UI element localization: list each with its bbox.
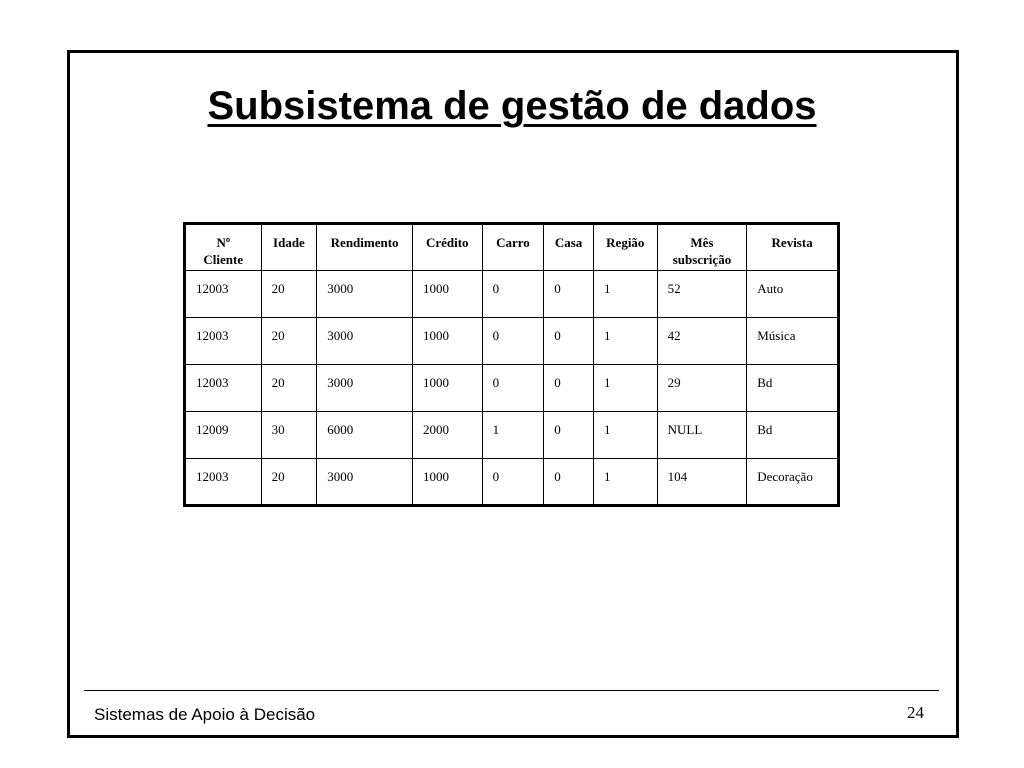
table-cell: 29 bbox=[657, 365, 747, 412]
table-cell: Música bbox=[747, 318, 839, 365]
table-cell: 30 bbox=[261, 412, 317, 459]
header-text: subscrição bbox=[672, 252, 732, 267]
table-row bbox=[185, 459, 839, 506]
table-cell: 12003 bbox=[185, 271, 262, 318]
table-cell: NULL bbox=[657, 412, 747, 459]
table-cell: Bd bbox=[747, 412, 839, 459]
table-cell: 52 bbox=[657, 271, 747, 318]
table-cell: 2000 bbox=[412, 412, 482, 459]
table-row bbox=[185, 412, 839, 459]
table-cell: 1000 bbox=[412, 318, 482, 365]
header-cell-rendimento bbox=[317, 224, 413, 271]
header-cell-mes-subscricao bbox=[657, 224, 747, 271]
table-cell: 1 bbox=[593, 365, 657, 412]
table-cell: 12009 bbox=[185, 412, 262, 459]
header-cell-regiao bbox=[593, 224, 657, 271]
table-cell: 0 bbox=[482, 271, 544, 318]
table-cell: Decoração bbox=[747, 459, 839, 506]
table-cell: 1 bbox=[593, 318, 657, 365]
table-header-row bbox=[185, 224, 839, 271]
header-text: Carro bbox=[496, 235, 530, 250]
header-cell-idade bbox=[261, 224, 317, 271]
table-cell: 20 bbox=[261, 365, 317, 412]
table-cell: 42 bbox=[657, 318, 747, 365]
header-cell-credito bbox=[412, 224, 482, 271]
table-cell: 1000 bbox=[412, 459, 482, 506]
table-row bbox=[185, 271, 839, 318]
slide-title bbox=[0, 82, 1024, 130]
table-cell: 6000 bbox=[317, 412, 413, 459]
table-cell: 3000 bbox=[317, 459, 413, 506]
table-cell: 1000 bbox=[412, 271, 482, 318]
table-cell: 0 bbox=[482, 365, 544, 412]
header-text: Região bbox=[606, 235, 645, 250]
table-cell: 20 bbox=[261, 271, 317, 318]
table-cell: 3000 bbox=[317, 271, 413, 318]
header-cell-revista bbox=[747, 224, 839, 271]
table-cell: Bd bbox=[747, 365, 839, 412]
table-cell: 0 bbox=[544, 365, 594, 412]
page-number: 24 bbox=[907, 703, 924, 722]
table-cell: 0 bbox=[544, 412, 594, 459]
table-cell: 1 bbox=[593, 412, 657, 459]
table-cell: 0 bbox=[544, 318, 594, 365]
table-cell: 0 bbox=[544, 271, 594, 318]
header-text: Mês bbox=[690, 235, 714, 250]
table-cell: 20 bbox=[261, 318, 317, 365]
table-cell: 1000 bbox=[412, 365, 482, 412]
table-row bbox=[185, 365, 839, 412]
header-text: Crédito bbox=[425, 235, 469, 250]
table-cell: 0 bbox=[482, 318, 544, 365]
table-cell: 12003 bbox=[185, 365, 262, 412]
table-cell: 0 bbox=[544, 459, 594, 506]
header-text: Rendimento bbox=[330, 235, 399, 250]
table-cell: 12003 bbox=[185, 318, 262, 365]
table-cell: 1 bbox=[593, 271, 657, 318]
table-cell: 12003 bbox=[185, 459, 262, 506]
table-row bbox=[185, 318, 839, 365]
header-text: Casa bbox=[554, 235, 583, 250]
header-text: Cliente bbox=[203, 252, 244, 267]
table-cell: 20 bbox=[261, 459, 317, 506]
slide-title-text: Subsistema de gestão de dados bbox=[207, 84, 817, 128]
table-cell: 104 bbox=[657, 459, 747, 506]
header-text: Nº bbox=[216, 235, 231, 250]
table-cell: 1 bbox=[593, 459, 657, 506]
table-cell: 3000 bbox=[317, 318, 413, 365]
footer-course-title: Sistemas de Apoio à Decisão bbox=[94, 705, 316, 724]
table-cell: 1 bbox=[482, 412, 544, 459]
customer-data-table bbox=[183, 222, 840, 507]
header-text: Idade bbox=[273, 235, 305, 250]
table-cell: 0 bbox=[482, 459, 544, 506]
header-cell-casa bbox=[544, 224, 594, 271]
header-cell-cliente bbox=[185, 224, 262, 271]
table-cell: 3000 bbox=[317, 365, 413, 412]
header-cell-carro bbox=[482, 224, 544, 271]
table-cell: Auto bbox=[747, 271, 839, 318]
header-text: Revista bbox=[771, 235, 813, 250]
footer-divider bbox=[84, 690, 939, 691]
